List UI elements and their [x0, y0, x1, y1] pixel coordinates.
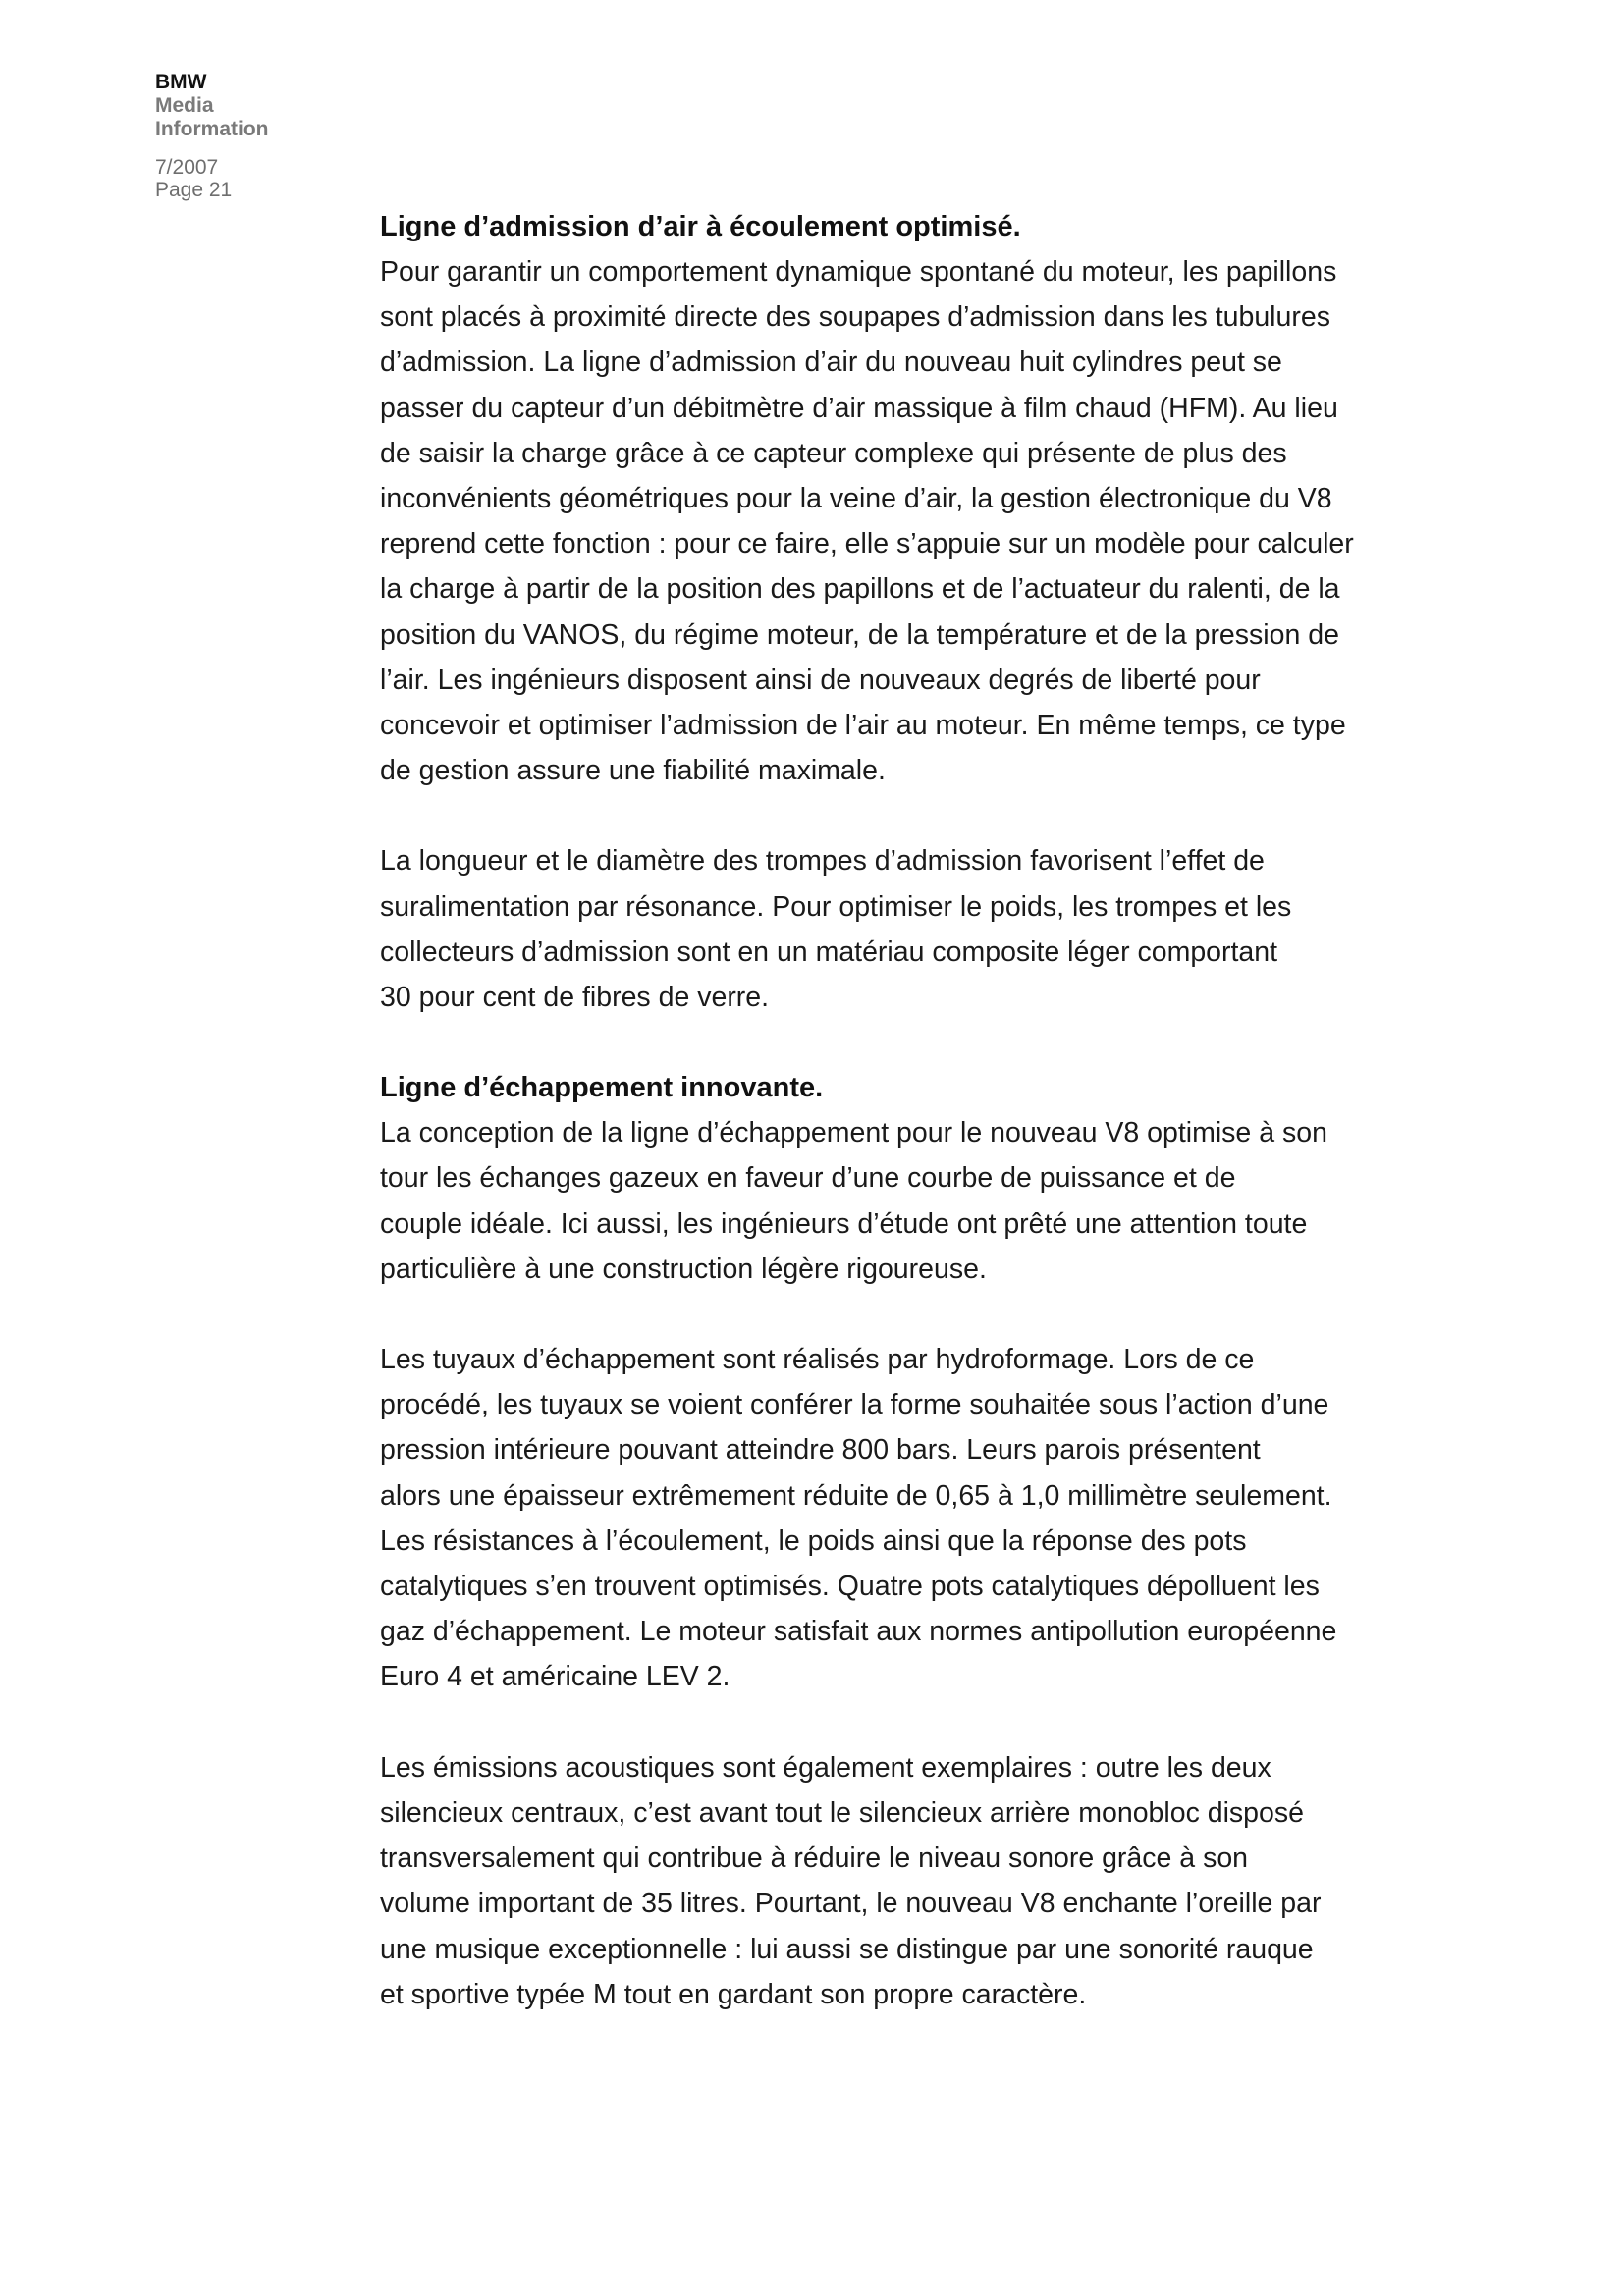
- text-line: alors une épaisseur extrêmement réduite de 0,65 à 1,0 millimètre seulement.: [380, 1479, 1332, 1512]
- text-line: La longueur et le diamètre des trompes d’admission favorisent l’effet de: [380, 845, 1265, 878]
- brand-sub-line-media: Media: [155, 94, 214, 117]
- text-line: tour les échanges gazeux en faveur d’une courbe de puissance et de: [380, 1162, 1236, 1195]
- page-number: Page 21: [155, 179, 233, 201]
- text-line: passer du capteur d’un débitmètre d’air massique à film chaud (HFM). Au lieu: [380, 392, 1338, 424]
- text-line: Les tuyaux d’échappement sont réalisés par hydroformage. Lors de ce: [380, 1344, 1255, 1376]
- document-header: [155, 71, 352, 201]
- text-line: Pour garantir un comportement dynamique spontané du moteur, les papillons: [380, 256, 1337, 288]
- paragraph-spacer: [380, 793, 1421, 838]
- text-line: silencieux centraux, c’est avant tout le silencieux arrière monobloc disposé: [380, 1796, 1304, 1829]
- brand-name: BMW: [155, 71, 207, 93]
- text-line: 30 pour cent de fibres de verre.: [380, 982, 770, 1014]
- text-line: transversalement qui contribue à réduire le niveau sonore grâce à son: [380, 1842, 1249, 1875]
- text-line: particulière à une construction légère rigoureuse.: [380, 1253, 987, 1285]
- text-line: suralimentation par résonance. Pour optimiser le poids, les trompes et les: [380, 890, 1292, 923]
- text-line: collecteurs d’admission sont en un matériau composite léger comportant: [380, 935, 1278, 968]
- section-admission: [380, 204, 1421, 1020]
- text-line: catalytiques s’en trouvent optimisés. Quatre pots catalytiques dépolluent les: [380, 1571, 1320, 1603]
- section-exhaust: [380, 1065, 1421, 2017]
- paragraph-spacer: [380, 1700, 1421, 1745]
- text-line: Les émissions acoustiques sont également exemplaires : outre les deux: [380, 1751, 1271, 1784]
- paragraph: [380, 249, 1421, 793]
- text-line: La conception de la ligne d’échappement pour le nouveau V8 optimise à son: [380, 1117, 1327, 1149]
- text-line: Euro 4 et américaine LEV 2.: [380, 1661, 730, 1693]
- section-spacer: [380, 1020, 1421, 1065]
- document-body: [380, 204, 1421, 2017]
- text-line: reprend cette fonction : pour ce faire, elle s’appuie sur un modèle pour calculer: [380, 528, 1354, 561]
- document-meta: [155, 156, 352, 201]
- text-line: pression intérieure pouvant atteindre 800 bars. Leurs parois présentent: [380, 1434, 1261, 1467]
- brand-sub-line-information: Information: [155, 118, 269, 140]
- text-line: inconvénients géométriques pour la veine d’air, la gestion électronique du V8: [380, 483, 1332, 515]
- text-line: sont placés à proximité directe des soupapes d’admission dans les tubulures: [380, 301, 1330, 334]
- text-line: la charge à partir de la position des papillons et de l’actuateur du ralenti, de la: [380, 573, 1340, 606]
- section-title: Ligne d’échappement innovante.: [380, 1072, 824, 1104]
- text-line: une musique exceptionnelle : lui aussi se distingue par une sonorité rauque: [380, 1933, 1314, 1965]
- text-line: procédé, les tuyaux se voient conférer la forme souhaitée sous l’action d’une: [380, 1389, 1329, 1421]
- text-line: position du VANOS, du régime moteur, de la température et de la pression de: [380, 618, 1339, 651]
- text-line: couple idéale. Ici aussi, les ingénieurs d’étude ont prêté une attention toute: [380, 1207, 1308, 1240]
- text-line: de saisir la charge grâce à ce capteur complexe qui présente de plus des: [380, 437, 1287, 469]
- text-line: Les résistances à l’écoulement, le poids ainsi que la réponse des pots: [380, 1524, 1247, 1557]
- paragraph: [380, 1745, 1421, 2017]
- text-line: volume important de 35 litres. Pourtant, le nouveau V8 enchante l’oreille par: [380, 1888, 1322, 1920]
- text-line: l’air. Les ingénieurs disposent ainsi de nouveaux degrés de liberté pour: [380, 664, 1261, 696]
- paragraph: [380, 1337, 1421, 1700]
- paragraph: [380, 1110, 1421, 1292]
- section-title: Ligne d’admission d’air à écoulement optimisé.: [380, 211, 1021, 242]
- text-line: de gestion assure une fiabilité maximale.: [380, 755, 886, 787]
- text-line: concevoir et optimiser l’admission de l’air au moteur. En même temps, ce type: [380, 710, 1346, 742]
- document-date: 7/2007: [155, 156, 219, 179]
- text-line: et sportive typée M tout en gardant son propre caractère.: [380, 1978, 1087, 2010]
- text-line: gaz d’échappement. Le moteur satisfait aux normes antipollution européenne: [380, 1616, 1337, 1648]
- text-line: d’admission. La ligne d’admission d’air du nouveau huit cylindres peut se: [380, 347, 1282, 379]
- paragraph: [380, 838, 1421, 1020]
- paragraph-spacer: [380, 1292, 1421, 1337]
